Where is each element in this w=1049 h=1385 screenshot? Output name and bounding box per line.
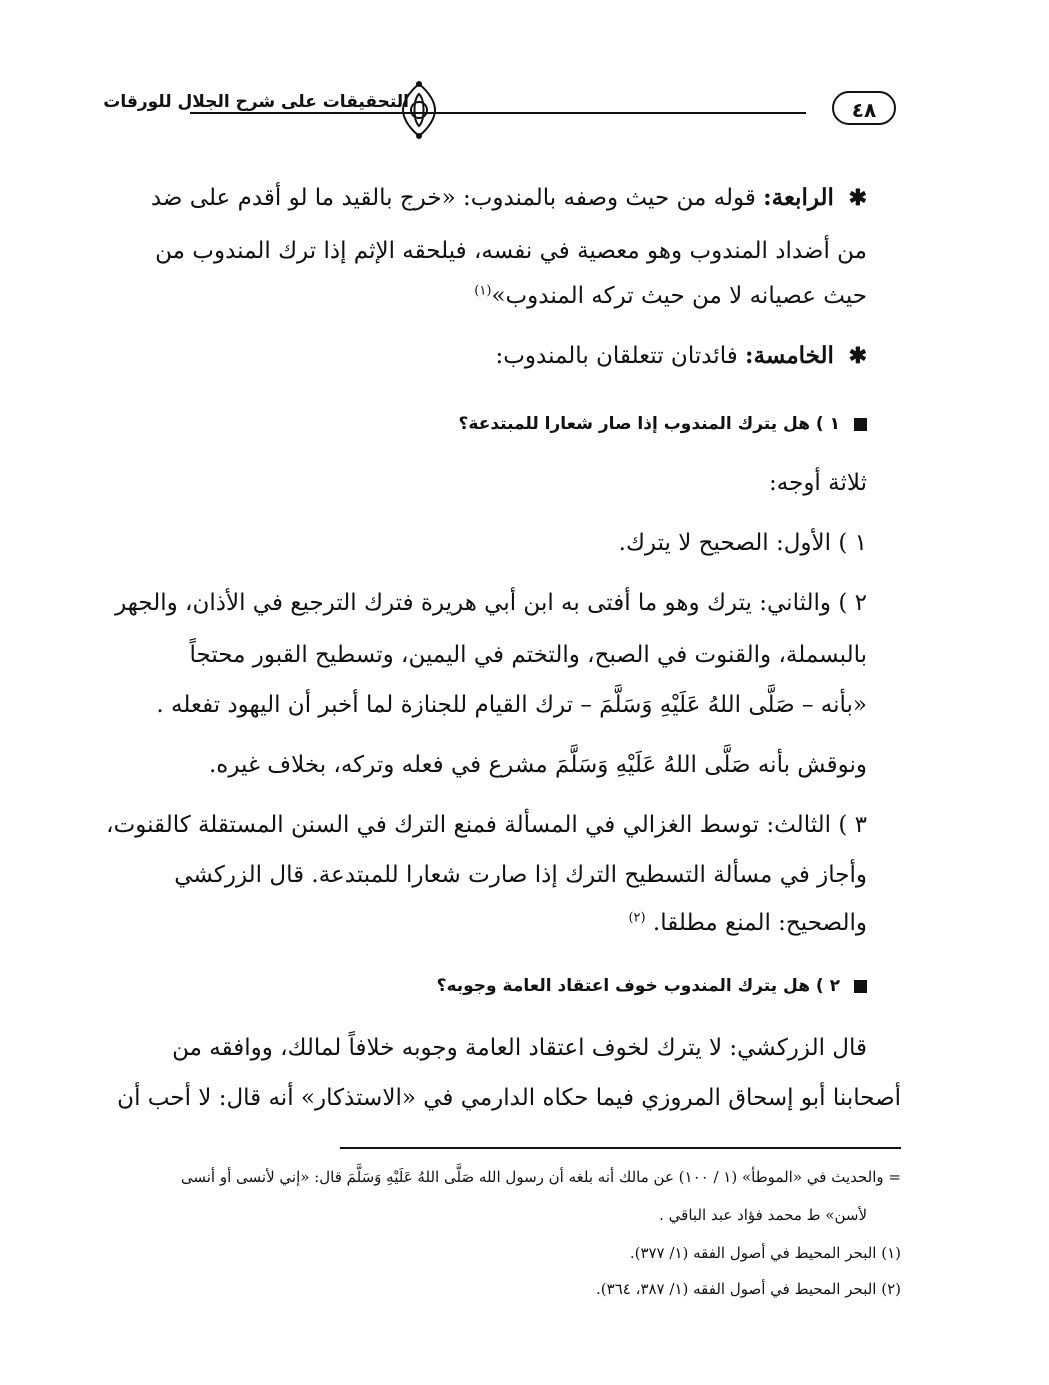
khamisa-text: فائدتان تتعلقان بالمندوب: — [495, 343, 738, 369]
question-heading-1 — [459, 414, 867, 434]
footnote-cont-line2: لأسن» ط محمد فؤاد عبد الباقي . — [659, 1206, 867, 1224]
question-1-text: ١ ) هل يترك المندوب إذا صار شعارا للمبتدعة؟ — [458, 414, 840, 434]
ornament-icon — [395, 80, 443, 140]
item-3-line3: والصحيح: المنع مطلقا. — [652, 910, 867, 936]
para-khamisa — [495, 342, 867, 369]
question-heading-2 — [437, 976, 867, 996]
star-bullet-icon: ✱ — [848, 185, 867, 211]
footnote-2: (٢) البحر المحيط في أصول الفقه (١/ ٣٨٧، ٣٦٤). — [596, 1280, 901, 1298]
question-2-text: ٢ ) هل يترك المندوب خوف اعتقاد العامة وجوبه؟ — [436, 976, 840, 996]
label-khamisa: الخامسة: — [745, 342, 834, 369]
rabia-text-2: من أضداد المندوب وهو معصية في نفسه، فيلحقه الإثم إذا ترك المندوب من — [155, 238, 867, 264]
footnote-ref-2: (٢) — [628, 910, 646, 926]
final-para-line1: قال الزركشي: لا يترك لخوف اعتقاد العامة وجوبه خلافاً لمالك، ووافقه من — [172, 1035, 867, 1061]
final-para-line2: أصحابنا أبو إسحاق المروزي فيما حكاه الدارمي في «الاستذكار» أنه قال: لا أحب أن — [117, 1085, 901, 1111]
para-rabia-line1 — [151, 184, 867, 211]
item-1: ١ ) الأول: الصحيح لا يترك. — [618, 530, 867, 556]
footnote-rule — [340, 1147, 901, 1149]
rabia-text-1: قوله من حيث وصفه بالمندوب: «خرج بالقيد ما لو أقدم على ضد — [150, 185, 756, 211]
page-number-badge: ٤٨ — [832, 91, 896, 125]
item-3-line1: ٣ ) الثالث: توسط الغزالي في المسألة فمنع الترك في السنن المستقلة كالقنوت، — [106, 812, 867, 838]
label-rabia: الرابعة: — [763, 184, 834, 211]
rabia-text-3: حيث عصيانه لا من حيث تركه المندوب» — [491, 283, 867, 309]
square-bullet-icon — [854, 418, 867, 431]
footnote-cont-line1: = والحديث في «الموطأ» (١ / ١٠٠) عن مالك أنه بلغه أن رسول الله صَلَّى اللهُ عَلَيْهِ وَسَلَّمَ قال: «إني لأنسى أو أنسى — [180, 1168, 901, 1186]
footnote-ref-1: (١) — [474, 283, 492, 299]
star-bullet-icon: ✱ — [848, 343, 867, 369]
item-2-line4: ونوقش بأنه صَلَّى اللهُ عَلَيْهِ وَسَلَّمَ مشرع في فعله وتركه، بخلاف غيره. — [208, 752, 867, 778]
para-rabia-line3 — [474, 283, 867, 309]
header-rule — [190, 112, 806, 114]
item-2-line3: «بأنه – صَلَّى اللهُ عَلَيْهِ وَسَلَّمَ – ترك القيام للجنازة لما أخبر أن اليهود تفعله . — [156, 692, 867, 718]
item-2-line1: ٢ ) والثاني: يترك وهو ما أفتى به ابن أبي هريرة فترك الترجيع في الأذان، والجهر — [115, 590, 867, 616]
running-header-title: التحقيقات على شرح الجلال للورقات — [103, 92, 409, 112]
item-3-line2: وأجاز في مسألة التسطيح الترك إذا صارت شعارا للمبتدعة. قال الزركشي — [174, 862, 867, 888]
square-bullet-icon — [854, 980, 867, 993]
item-3-line3-wrap — [628, 910, 867, 936]
footnote-1: (١) البحر المحيط في أصول الفقه (١/ ٣٧٧). — [629, 1244, 901, 1262]
question-1-intro: ثلاثة أوجه: — [769, 470, 867, 496]
item-2-line2: بالبسملة، والقنوت في الصبح، والتختم في اليمين، وتسطيح القبور محتجاً — [189, 642, 867, 668]
